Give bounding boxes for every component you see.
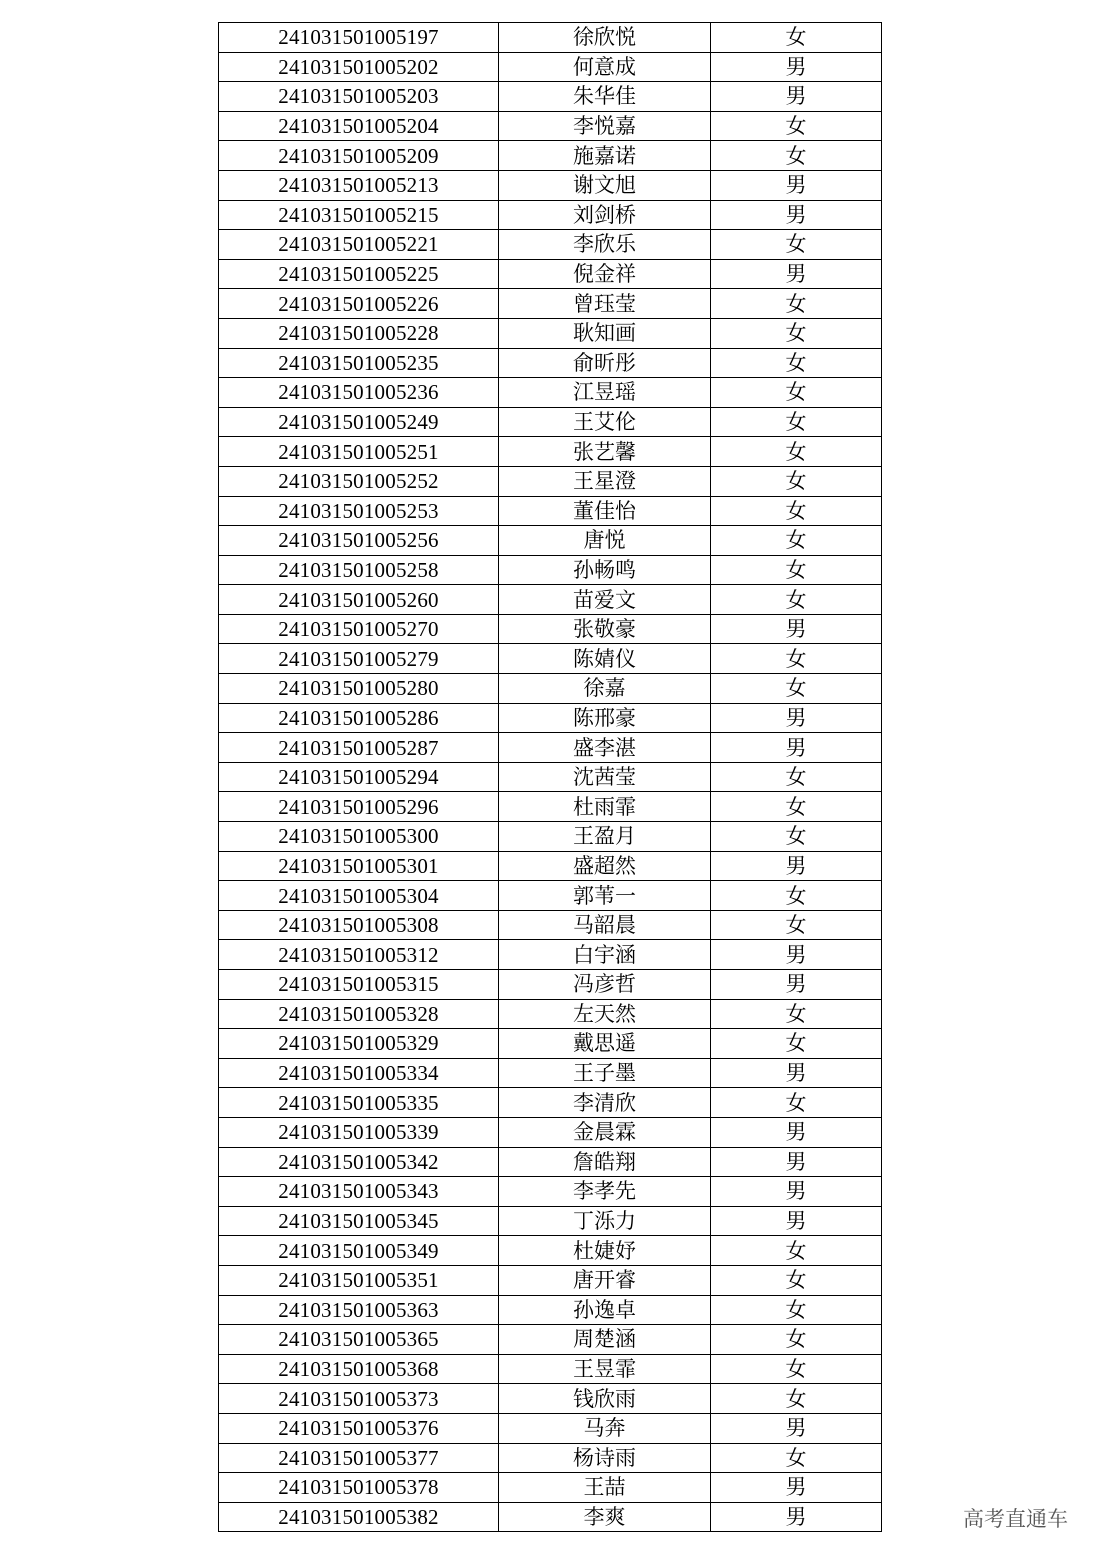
gender-cell: 男 xyxy=(711,1177,882,1207)
exam-number-cell: 241031501005228 xyxy=(219,318,499,348)
table-row xyxy=(219,348,882,378)
exam-number-cell: 241031501005304 xyxy=(219,881,499,911)
gender-cell: 女 xyxy=(711,1236,882,1266)
table-row xyxy=(219,910,882,940)
name-cell: 王喆 xyxy=(499,1473,711,1503)
name-cell: 苗爱文 xyxy=(499,585,711,615)
table-row xyxy=(219,1502,882,1532)
gender-cell: 女 xyxy=(711,230,882,260)
gender-cell: 女 xyxy=(711,1088,882,1118)
gender-cell: 女 xyxy=(711,1443,882,1473)
gender-cell: 男 xyxy=(711,52,882,82)
table-row xyxy=(219,1147,882,1177)
name-cell: 徐嘉 xyxy=(499,674,711,704)
gender-cell: 男 xyxy=(711,1058,882,1088)
gender-cell: 女 xyxy=(711,999,882,1029)
exam-number-cell: 241031501005296 xyxy=(219,792,499,822)
exam-number-cell: 241031501005202 xyxy=(219,52,499,82)
table-row xyxy=(219,496,882,526)
exam-number-cell: 241031501005349 xyxy=(219,1236,499,1266)
name-cell: 曾珏莹 xyxy=(499,289,711,319)
gender-cell: 女 xyxy=(711,644,882,674)
exam-number-cell: 241031501005328 xyxy=(219,999,499,1029)
gender-cell: 男 xyxy=(711,851,882,881)
table-row xyxy=(219,141,882,171)
gender-cell: 女 xyxy=(711,555,882,585)
name-cell: 徐欣悦 xyxy=(499,23,711,53)
watermark: 高考直通车 xyxy=(963,1507,1068,1531)
table-row xyxy=(219,1088,882,1118)
roster-body xyxy=(219,23,882,1532)
table-row xyxy=(219,1206,882,1236)
name-cell: 马韶晨 xyxy=(499,910,711,940)
table-row xyxy=(219,52,882,82)
gender-cell: 男 xyxy=(711,733,882,763)
gender-cell: 男 xyxy=(711,1413,882,1443)
table-row xyxy=(219,466,882,496)
exam-number-cell: 241031501005221 xyxy=(219,230,499,260)
exam-number-cell: 241031501005236 xyxy=(219,378,499,408)
name-cell: 詹皓翔 xyxy=(499,1147,711,1177)
name-cell: 沈茜莹 xyxy=(499,762,711,792)
gender-cell: 女 xyxy=(711,1325,882,1355)
gender-cell: 女 xyxy=(711,437,882,467)
exam-number-cell: 241031501005209 xyxy=(219,141,499,171)
table-row xyxy=(219,111,882,141)
exam-number-cell: 241031501005382 xyxy=(219,1502,499,1532)
table-row xyxy=(219,822,882,852)
exam-number-cell: 241031501005342 xyxy=(219,1147,499,1177)
gender-cell: 女 xyxy=(711,141,882,171)
name-cell: 周楚涵 xyxy=(499,1325,711,1355)
exam-number-cell: 241031501005287 xyxy=(219,733,499,763)
table-row xyxy=(219,289,882,319)
gender-cell: 男 xyxy=(711,1473,882,1503)
gender-cell: 女 xyxy=(711,1029,882,1059)
gender-cell: 女 xyxy=(711,585,882,615)
table-row xyxy=(219,1029,882,1059)
roster-table xyxy=(218,22,882,1532)
table-row xyxy=(219,200,882,230)
gender-cell: 女 xyxy=(711,407,882,437)
name-cell: 丁泺力 xyxy=(499,1206,711,1236)
exam-number-cell: 241031501005286 xyxy=(219,703,499,733)
name-cell: 谢文旭 xyxy=(499,170,711,200)
exam-number-cell: 241031501005280 xyxy=(219,674,499,704)
name-cell: 李欣乐 xyxy=(499,230,711,260)
table-row xyxy=(219,1325,882,1355)
exam-number-cell: 241031501005329 xyxy=(219,1029,499,1059)
gender-cell: 男 xyxy=(711,1502,882,1532)
name-cell: 戴思遥 xyxy=(499,1029,711,1059)
name-cell: 郭苇一 xyxy=(499,881,711,911)
exam-number-cell: 241031501005249 xyxy=(219,407,499,437)
gender-cell: 女 xyxy=(711,762,882,792)
exam-number-cell: 241031501005197 xyxy=(219,23,499,53)
exam-number-cell: 241031501005334 xyxy=(219,1058,499,1088)
exam-number-cell: 241031501005365 xyxy=(219,1325,499,1355)
gender-cell: 男 xyxy=(711,1117,882,1147)
name-cell: 王子墨 xyxy=(499,1058,711,1088)
table-row xyxy=(219,82,882,112)
name-cell: 金晨霖 xyxy=(499,1117,711,1147)
name-cell: 施嘉诺 xyxy=(499,141,711,171)
table-row xyxy=(219,437,882,467)
exam-number-cell: 241031501005315 xyxy=(219,970,499,1000)
gender-cell: 女 xyxy=(711,466,882,496)
table-row xyxy=(219,851,882,881)
table-row xyxy=(219,733,882,763)
gender-cell: 男 xyxy=(711,1206,882,1236)
gender-cell: 女 xyxy=(711,526,882,556)
exam-number-cell: 241031501005300 xyxy=(219,822,499,852)
table-row xyxy=(219,526,882,556)
table-row xyxy=(219,585,882,615)
name-cell: 盛超然 xyxy=(499,851,711,881)
exam-number-cell: 241031501005345 xyxy=(219,1206,499,1236)
table-row xyxy=(219,999,882,1029)
table-row xyxy=(219,318,882,348)
exam-number-cell: 241031501005279 xyxy=(219,644,499,674)
name-cell: 李爽 xyxy=(499,1502,711,1532)
gender-cell: 女 xyxy=(711,348,882,378)
name-cell: 王星澄 xyxy=(499,466,711,496)
name-cell: 董佳怡 xyxy=(499,496,711,526)
table-row xyxy=(219,407,882,437)
name-cell: 王艾伦 xyxy=(499,407,711,437)
exam-number-cell: 241031501005258 xyxy=(219,555,499,585)
table-row xyxy=(219,259,882,289)
name-cell: 白宇涵 xyxy=(499,940,711,970)
name-cell: 何意成 xyxy=(499,52,711,82)
exam-number-cell: 241031501005253 xyxy=(219,496,499,526)
table-row xyxy=(219,1443,882,1473)
name-cell: 倪金祥 xyxy=(499,259,711,289)
table-row xyxy=(219,1295,882,1325)
name-cell: 李悦嘉 xyxy=(499,111,711,141)
exam-number-cell: 241031501005339 xyxy=(219,1117,499,1147)
exam-number-cell: 241031501005343 xyxy=(219,1177,499,1207)
name-cell: 李清欣 xyxy=(499,1088,711,1118)
exam-number-cell: 241031501005260 xyxy=(219,585,499,615)
name-cell: 孙逸卓 xyxy=(499,1295,711,1325)
name-cell: 马奔 xyxy=(499,1413,711,1443)
table-row xyxy=(219,881,882,911)
exam-number-cell: 241031501005373 xyxy=(219,1384,499,1414)
name-cell: 江昱瑶 xyxy=(499,378,711,408)
gender-cell: 女 xyxy=(711,822,882,852)
table-row xyxy=(219,555,882,585)
exam-number-cell: 241031501005215 xyxy=(219,200,499,230)
exam-number-cell: 241031501005251 xyxy=(219,437,499,467)
name-cell: 王昱霏 xyxy=(499,1354,711,1384)
exam-number-cell: 241031501005378 xyxy=(219,1473,499,1503)
name-cell: 左天然 xyxy=(499,999,711,1029)
gender-cell: 男 xyxy=(711,940,882,970)
exam-number-cell: 241031501005312 xyxy=(219,940,499,970)
name-cell: 杜婕妤 xyxy=(499,1236,711,1266)
exam-number-cell: 241031501005213 xyxy=(219,170,499,200)
gender-cell: 男 xyxy=(711,259,882,289)
table-row xyxy=(219,1177,882,1207)
exam-number-cell: 241031501005270 xyxy=(219,614,499,644)
gender-cell: 男 xyxy=(711,82,882,112)
exam-number-cell: 241031501005204 xyxy=(219,111,499,141)
table-row xyxy=(219,1117,882,1147)
name-cell: 朱华佳 xyxy=(499,82,711,112)
name-cell: 孙畅鸣 xyxy=(499,555,711,585)
gender-cell: 女 xyxy=(711,1295,882,1325)
exam-number-cell: 241031501005294 xyxy=(219,762,499,792)
exam-number-cell: 241031501005301 xyxy=(219,851,499,881)
table-row xyxy=(219,614,882,644)
gender-cell: 女 xyxy=(711,289,882,319)
exam-number-cell: 241031501005376 xyxy=(219,1413,499,1443)
table-row xyxy=(219,644,882,674)
name-cell: 耿知画 xyxy=(499,318,711,348)
table-row xyxy=(219,1473,882,1503)
table-row xyxy=(219,1058,882,1088)
table-row xyxy=(219,792,882,822)
name-cell: 王盈月 xyxy=(499,822,711,852)
gender-cell: 女 xyxy=(711,23,882,53)
exam-number-cell: 241031501005335 xyxy=(219,1088,499,1118)
table-row xyxy=(219,940,882,970)
table-row xyxy=(219,1236,882,1266)
table-row xyxy=(219,1413,882,1443)
name-cell: 李孝先 xyxy=(499,1177,711,1207)
name-cell: 陈婧仪 xyxy=(499,644,711,674)
gender-cell: 男 xyxy=(711,614,882,644)
exam-number-cell: 241031501005256 xyxy=(219,526,499,556)
exam-number-cell: 241031501005226 xyxy=(219,289,499,319)
table-row xyxy=(219,970,882,1000)
gender-cell: 男 xyxy=(711,970,882,1000)
exam-number-cell: 241031501005377 xyxy=(219,1443,499,1473)
gender-cell: 女 xyxy=(711,674,882,704)
gender-cell: 女 xyxy=(711,881,882,911)
gender-cell: 女 xyxy=(711,910,882,940)
name-cell: 杜雨霏 xyxy=(499,792,711,822)
name-cell: 张敬豪 xyxy=(499,614,711,644)
table-row xyxy=(219,1354,882,1384)
table-row xyxy=(219,23,882,53)
gender-cell: 男 xyxy=(711,1147,882,1177)
gender-cell: 女 xyxy=(711,1265,882,1295)
table-row xyxy=(219,1384,882,1414)
gender-cell: 女 xyxy=(711,378,882,408)
table-row xyxy=(219,1265,882,1295)
exam-number-cell: 241031501005235 xyxy=(219,348,499,378)
gender-cell: 女 xyxy=(711,1354,882,1384)
gender-cell: 男 xyxy=(711,170,882,200)
gender-cell: 男 xyxy=(711,200,882,230)
table-row xyxy=(219,703,882,733)
name-cell: 陈邢豪 xyxy=(499,703,711,733)
table-row xyxy=(219,762,882,792)
exam-number-cell: 241031501005252 xyxy=(219,466,499,496)
name-cell: 杨诗雨 xyxy=(499,1443,711,1473)
exam-number-cell: 241031501005203 xyxy=(219,82,499,112)
gender-cell: 女 xyxy=(711,792,882,822)
table-row xyxy=(219,378,882,408)
exam-number-cell: 241031501005363 xyxy=(219,1295,499,1325)
gender-cell: 男 xyxy=(711,703,882,733)
gender-cell: 女 xyxy=(711,111,882,141)
table-row xyxy=(219,230,882,260)
name-cell: 冯彦哲 xyxy=(499,970,711,1000)
gender-cell: 女 xyxy=(711,496,882,526)
name-cell: 唐悦 xyxy=(499,526,711,556)
exam-number-cell: 241031501005308 xyxy=(219,910,499,940)
table-row xyxy=(219,170,882,200)
exam-number-cell: 241031501005225 xyxy=(219,259,499,289)
gender-cell: 女 xyxy=(711,318,882,348)
name-cell: 唐开睿 xyxy=(499,1265,711,1295)
name-cell: 张艺馨 xyxy=(499,437,711,467)
exam-number-cell: 241031501005368 xyxy=(219,1354,499,1384)
name-cell: 刘剑桥 xyxy=(499,200,711,230)
name-cell: 钱欣雨 xyxy=(499,1384,711,1414)
table-row xyxy=(219,674,882,704)
gender-cell: 女 xyxy=(711,1384,882,1414)
name-cell: 盛李湛 xyxy=(499,733,711,763)
name-cell: 俞昕彤 xyxy=(499,348,711,378)
exam-number-cell: 241031501005351 xyxy=(219,1265,499,1295)
